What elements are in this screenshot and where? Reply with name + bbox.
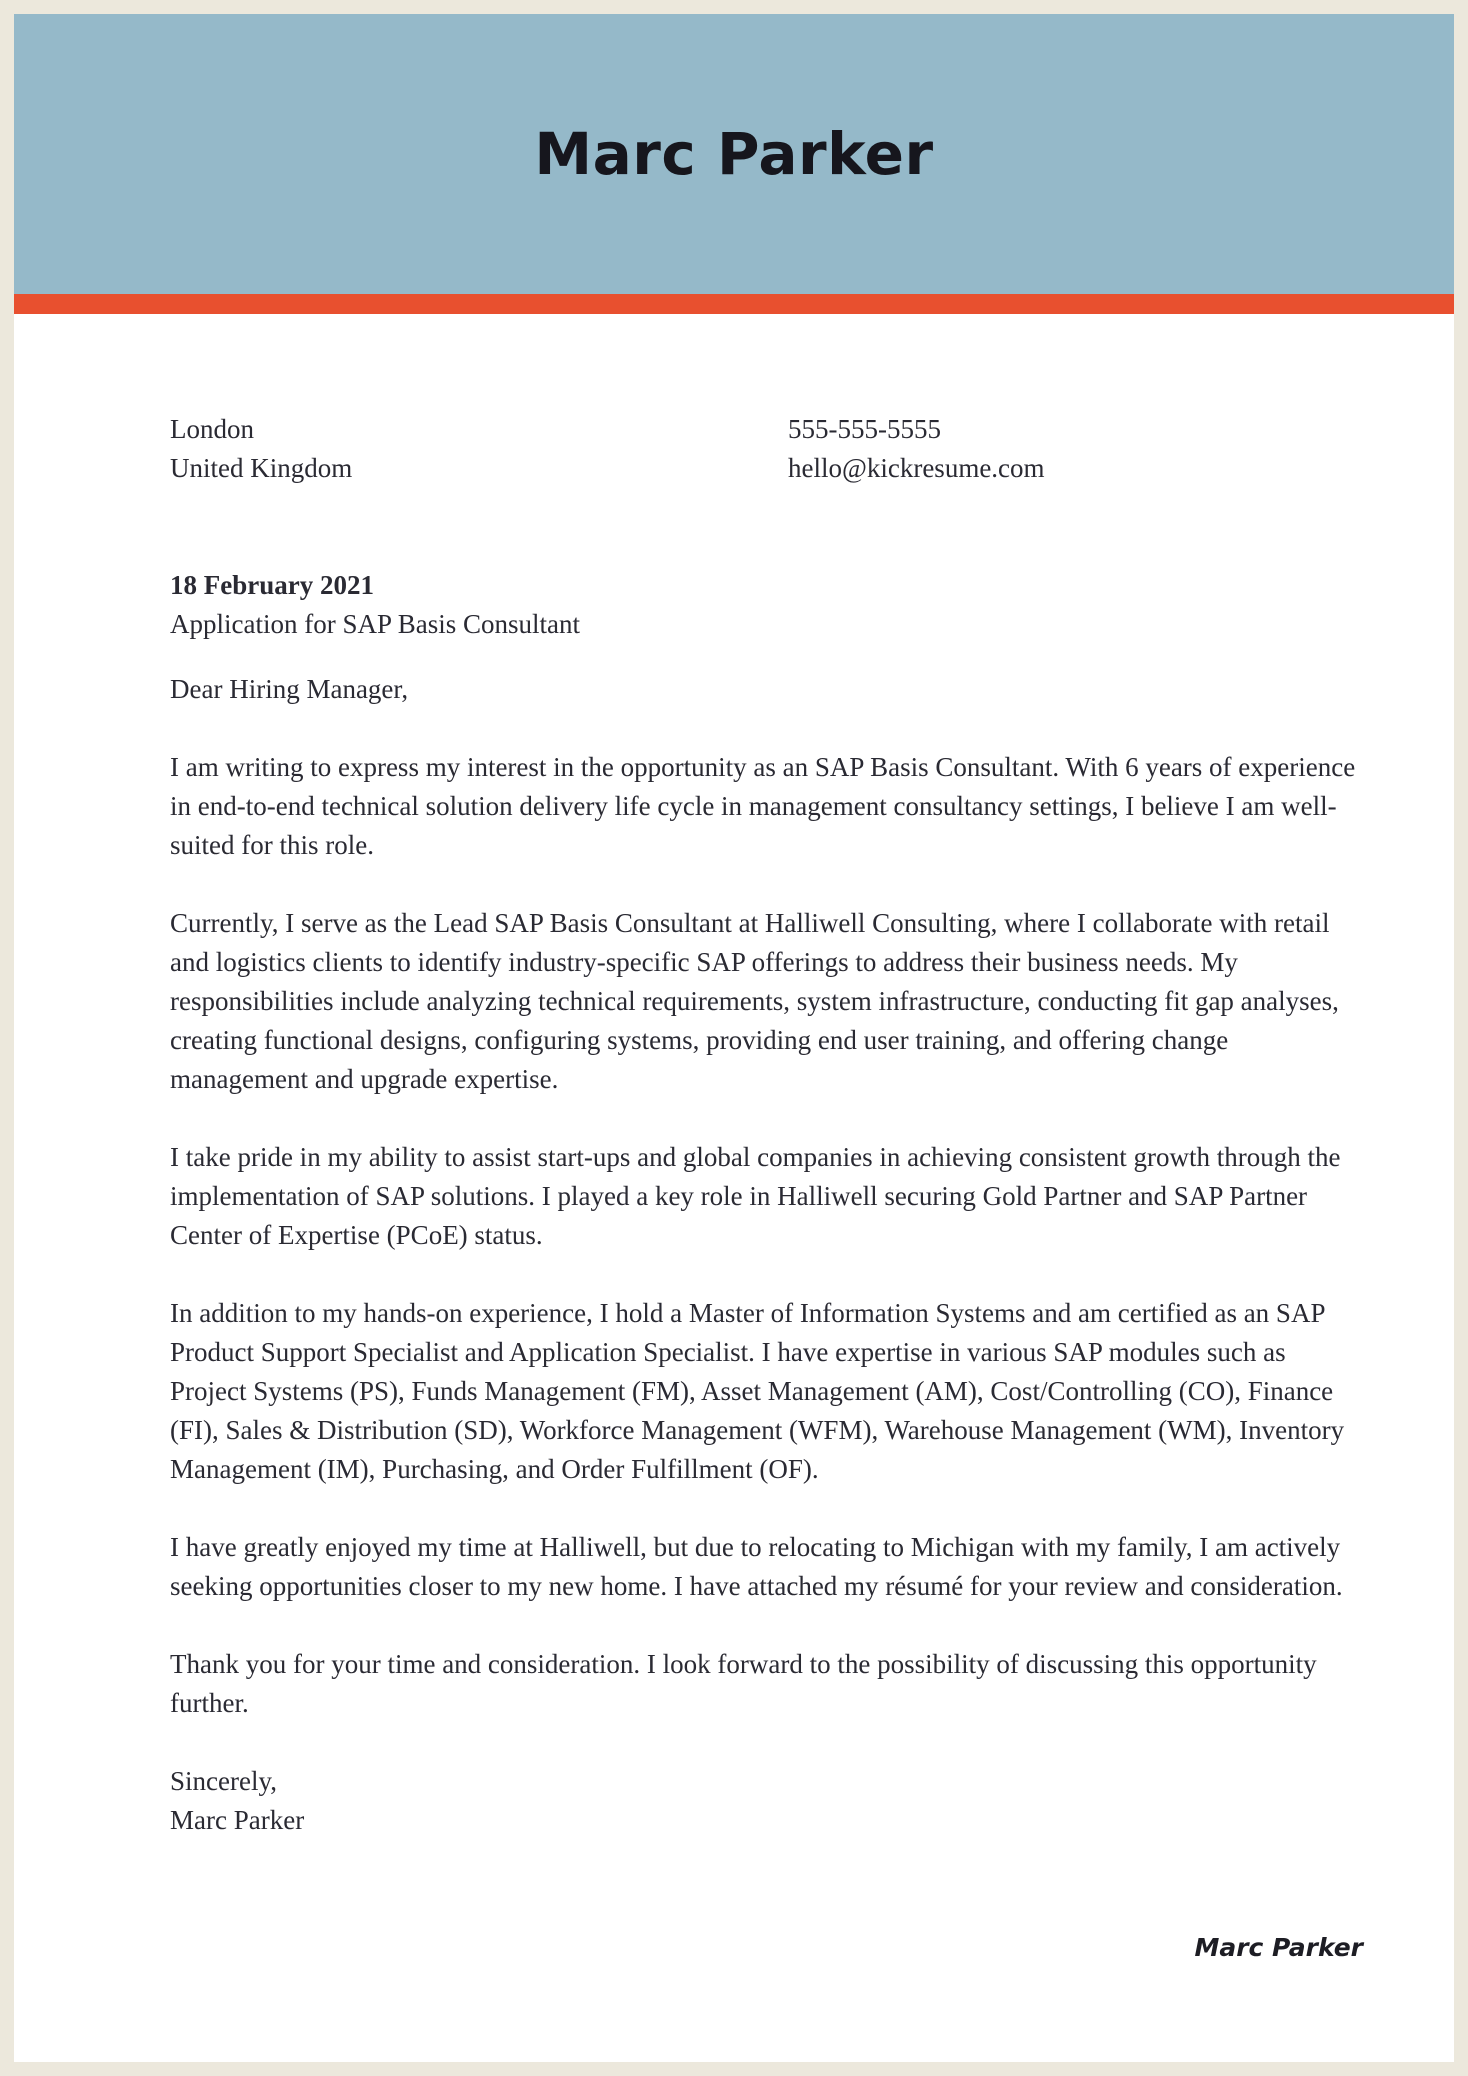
contact-phone: 555-555-5555 <box>788 414 941 444</box>
letter-body <box>14 314 1454 2062</box>
contact-details <box>788 410 1363 488</box>
paragraph-qualifications: In addition to my hands-on experience, I hold a Master of Information Systems and am certified as an SAP Product Support Specialist and Application Specialist. I have expertise in various SAP modules such as Project Systems (PS), Funds Management (FM), Asset Management (AM), Cost/Controlling (CO), Finance (FI), Sales & Distribution (SD), Workforce Management (WFM), Warehouse Management (WM), Inventory Management (IM), Purchasing, and Order Fulfillment (OF). <box>170 1297 1345 1484</box>
contact-city: London <box>170 414 254 444</box>
accent-bar <box>14 294 1454 314</box>
letter-subject: Application for SAP Basis Consultant <box>170 608 580 639</box>
contact-block <box>170 410 1363 488</box>
paragraph-intro: I am writing to express my interest in the opportunity as an SAP Basis Consultant. With 6 years of experience in end-to-end technical solution delivery life cycle in management consultancy settings, I believe I am well-suited for this role. <box>170 751 1356 860</box>
contact-email: hello@kickresume.com <box>788 452 1045 483</box>
contact-address <box>170 410 788 488</box>
closing-block <box>170 1762 1363 1840</box>
author-name-title: Marc Parker <box>534 120 934 188</box>
paragraph-relocation: I have greatly enjoyed my time at Halliwell, but due to relocating to Michigan with my family, I am actively seeking opportunities closer to my new home. I have attached my résumé for your review and consideration. <box>170 1531 1343 1601</box>
closing-name: Marc Parker <box>170 1804 305 1835</box>
paragraph-current-role: Currently, I serve as the Lead SAP Basis Consultant at Halliwell Consulting, where I collaborate with retail and logistics clients to identify industry-specific SAP offerings to address their business needs. My responsibilities include analyzing technical requirements, system infrastructure, conducting fit gap analyses, creating functional designs, configuring systems, providing end user training, and offering change management and upgrade expertise. <box>170 907 1339 1094</box>
closing-phrase: Sincerely, <box>170 1765 277 1796</box>
paragraph-thanks: Thank you for your time and consideration. I look forward to the possibility of discussing this opportunity further. <box>170 1648 1317 1718</box>
contact-country: United Kingdom <box>170 452 353 483</box>
letter-sheet <box>14 14 1454 2062</box>
date-subject-block <box>170 566 1363 644</box>
paragraph-achievements: I take pride in my ability to assist start-ups and global companies in achieving consistent growth through the implementation of SAP solutions. I played a key role in Halliwell securing Gold Partner and SAP Partner Center of Expertise (PCoE) status. <box>170 1141 1341 1250</box>
salutation: Dear Hiring Manager, <box>170 673 409 704</box>
letter-date: 18 February 2021 <box>170 569 374 600</box>
letter-header <box>14 14 1454 294</box>
handwritten-signature: Marc Parker <box>1194 1932 1363 1962</box>
